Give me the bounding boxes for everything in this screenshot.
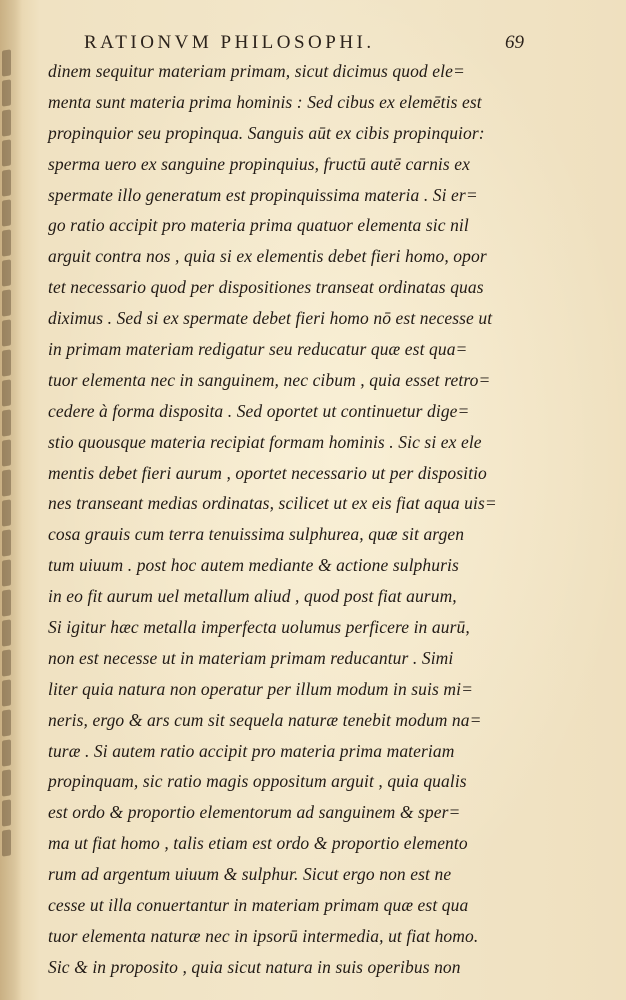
text-line: in primam materiam redigatur seu reducatur quæ est qua= [48, 339, 468, 360]
running-head: RATIONVM PHILOSOPHI. [84, 32, 375, 53]
text-line: dinem sequitur materiam primam, sicut dicimus quod ele= [48, 61, 465, 81]
text-line: ma ut fiat homo , talis etiam est ordo & proportio elemento [48, 833, 468, 854]
text-line: mentis debet fieri aurum , oportet necessario ut per dispositio [48, 462, 487, 483]
text-line: tet necessario quod per dispositiones transeat ordinatas quas [48, 277, 484, 298]
text-line: rum ad argentum uiuum & sulphur. Sicut ergo non est ne [48, 864, 452, 885]
text-line: diximus . Sed si ex spermate debet fieri homo nō est necesse ut [48, 308, 493, 329]
page-number: 69 [505, 32, 524, 53]
facing-page-bleed-through [0, 50, 16, 870]
text-line: tuor elementa naturæ nec in ipsorū intermedia, ut fiat homo. [48, 925, 479, 946]
text-line: Si igitur hæc metalla imperfecta uolumus perficere in aurū, [48, 617, 470, 638]
text-line: nes transeant medias ordinatas, scilicet ut ex eis fiat aqua uis= [48, 493, 497, 514]
text-line: cesse ut illa conuertantur in materiam primam quæ est qua [48, 895, 469, 916]
text-line: propinquam, sic ratio magis oppositum arguit , quia qualis [48, 771, 467, 792]
text-line: cosa grauis cum terra tenuissima sulphurea, quæ sit argen [48, 524, 465, 545]
text-line: spermate illo generatum est propinquissima materia . Si er= [48, 184, 478, 205]
text-line: sperma uero ex sanguine propinquius, fructū autē carnis ex [48, 153, 471, 174]
text-line: arguit contra nos , quia si ex elementis debet fieri homo, opor [48, 246, 487, 267]
body-text [48, 56, 538, 983]
text-line: Sic & in proposito , quia sicut natura in suis operibus non [48, 956, 461, 977]
text-line: est ordo & proportio elementorum ad sanguinem & sper= [48, 802, 461, 823]
text-line: cedere à forma disposita . Sed oportet ut continuetur dige= [48, 400, 470, 421]
text-line: go ratio accipit pro materia prima quatuor elementa sic nil [48, 215, 469, 236]
text-line: turæ . Si autem ratio accipit pro materia prima materiam [48, 740, 455, 761]
text-line: liter quia natura non operatur per illum modum in suis mi= [48, 678, 473, 699]
text-line: neris, ergo & ars cum sit sequela naturæ tenebit modum na= [48, 709, 482, 730]
text-line: propinquior seu propinqua. Sanguis aūt ex cibis propinquior: [48, 122, 485, 143]
text-line: menta sunt materia prima hominis : Sed cibus ex elemētis est [48, 91, 482, 112]
text-line: stio quousque materia recipiat formam hominis . Sic si ex ele [48, 431, 482, 452]
text-line: tum uiuum . post hoc autem mediante & actione sulphuris [48, 555, 459, 576]
text-line: in eo fit aurum uel metallum aliud , quod post fiat aurum, [48, 586, 457, 607]
text-line: non est necesse ut in materiam primam reducantur . Simi [48, 647, 454, 668]
text-line: tuor elementa nec in sanguinem, nec cibum , quia esset retro= [48, 369, 491, 390]
page-header [84, 30, 524, 56]
